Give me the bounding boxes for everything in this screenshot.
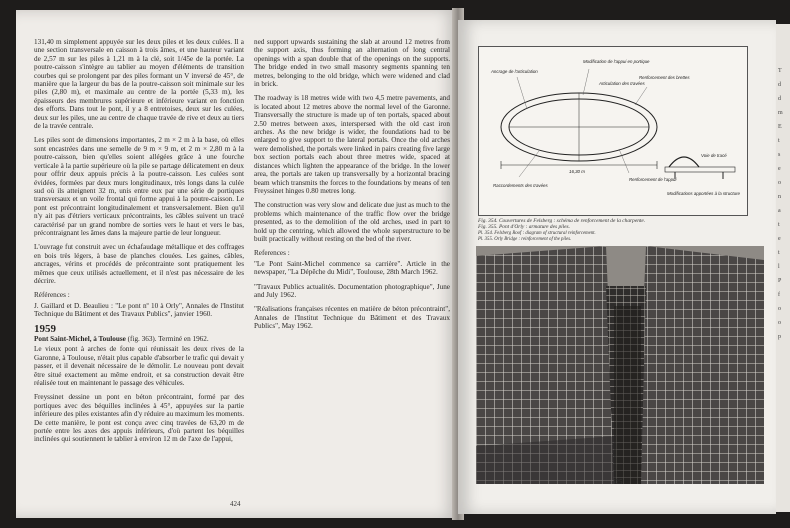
figure-captions — [478, 218, 752, 244]
edge-letter: T — [778, 68, 782, 74]
paragraph: Le vieux pont à arches de fonte qui réunissait les deux rives de la Garonne, à Toulouse, n'était plus capable d'absorber le trafic qui devait y passer, et il devenait nécessaire de le démolir. Le nouveau pont devait être situé exactement au même endroit, et sa construction devait être réalisée tout en maintenant le passage des véhicules. — [34, 345, 244, 388]
edge-letter: e — [778, 236, 781, 242]
edge-letter: f — [778, 292, 780, 298]
reinforcement-diagram — [479, 47, 747, 215]
page-number-right: 425 — [612, 478, 623, 486]
caption: Fig. 354. Couvertures de Felsberg : schéma de renforcement de la charpente. — [478, 218, 646, 224]
drawing-label: Renforcement des brettes — [639, 75, 690, 80]
section-heading-suffix: (fig. 363). Terminé en 1962. — [125, 335, 209, 343]
drawing-label: Renforcement de l'appui — [629, 177, 677, 182]
edge-letter: n — [778, 194, 781, 200]
paragraph: ned support upwards sustaining the slab at around 12 metres from the support axis, thus forming an alternation of long central openings with a span double that of the openings on the supports. The bridge ended in two small masonry segments spanning ten metres, belonging to the old bridge, which were widened and clad in brick. — [254, 38, 450, 89]
reference-item: "Travaux Publics actualités. Documentation photographique", June and July 1962. — [254, 282, 450, 299]
drawing-label: Ancrage de l'articulation — [491, 69, 538, 74]
section-heading-line — [34, 335, 244, 343]
drawing-dimension: 16,30 m — [569, 169, 585, 174]
paragraph: L'ouvrage fut construit avec un échafaudage métallique et des coffrages en bois très légers, à base de planches clouées. Les gaines, câbles, ancrages, vérins et procédés de précontrainte sont pratiquement les mêmes que ceux utilisés actuellement, et il n'est pas nécessaire de les décrire. — [34, 243, 244, 285]
edge-letter: P — [778, 278, 782, 284]
edge-letter: E — [778, 124, 782, 130]
edge-letter: d — [778, 96, 781, 102]
paragraph: Freyssinet dessine un pont en béton précontraint, formé par des portiques avec des béquilles inclinées à 45°, appuyées sur la partie inférieure des piles existantes afin d'y réduire au maximum les moments. De cette manière, le pont est conçu avec cinq travées de 63,20 m de portée entre les axes des appuis inférieurs, d'où partent les béquilles inclinées qui soutiennent le tablier à environ 12 m de l'axe de l'appui, — [34, 393, 244, 444]
edge-letter: l — [778, 264, 780, 270]
drawing-label: Raccordements des travées — [493, 183, 548, 188]
edge-letter: o — [778, 180, 781, 186]
reference-item: "Réalisations françaises récentes en matière de béton précontraint", Annales de l'Institut Technique du Bâtiment et des Travaux Publics", May 1962. — [254, 305, 450, 331]
edge-letter: m — [778, 110, 783, 116]
rebar-cage-image — [476, 246, 764, 484]
rebar-photograph — [476, 246, 764, 484]
edge-letter: o — [778, 320, 781, 326]
edge-letter: e — [778, 166, 781, 172]
edge-letter: s — [778, 152, 781, 158]
edge-letter: p — [778, 334, 781, 340]
paragraph: The construction was very slow and delicate due just as much to the problems which maintenance of the traffic flow over the bridge presented, as to the demolition of the old arches, used in part to hold up the centring, which allowed the whole superstructure to be built practically without resting on the bed of the river. — [254, 201, 450, 243]
reference-item: J. Gaillard et D. Beaulieu : "Le pont nº 10 à Orly", Annales de l'Institut Technique du Bâtiment et des Travaux Publics", janvier 1960. — [34, 301, 244, 319]
edge-letter: t — [778, 250, 780, 256]
drawing-label: Voie de tracé — [701, 153, 727, 158]
next-page-edge — [776, 24, 790, 512]
references-label: References : — [254, 249, 290, 258]
page-number-left: 424 — [230, 500, 241, 508]
paragraph: The roadway is 18 metres wide with two 4,5 metre pavements, and is located about 12 metres above the normal level of the Garonne. Transversally the structure is made up of ten portals, spaced about 2.50 metres between axes, interspersed with the old cast iron arches. As the new bridge is wider, the foundations had to be enlarged to give support to the lateral portals. Once the old arches were demolished, the portals were linked in pairs creating five large box section portals each about three metres wide, spaced at distances which lighten the appearance of the bridge. In the lower area, the portals are taken up transversally by a horizontal bracing beam which transmits the forces to the foundations by means of ten Freyssinet hinges 0.80 metres long. — [254, 94, 450, 195]
technical-drawing — [478, 46, 748, 216]
left-page — [16, 10, 458, 518]
edge-letter: t — [778, 222, 780, 228]
left-column-french — [34, 38, 244, 450]
edge-letters — [778, 64, 783, 344]
caption: Fig. 355. Pont d'Orly : armature des piles. — [478, 224, 570, 231]
edge-letter: a — [778, 208, 781, 214]
drawing-label: Modifications apportées à la structure — [667, 191, 740, 196]
drawing-label: Modification de l'appui en portique — [583, 59, 650, 64]
edge-letter: t — [778, 138, 780, 144]
references-label: Références : — [34, 291, 70, 300]
caption: Pl. 354. Felsberg Roof : diagram of structural reinforcement. — [478, 230, 596, 236]
drawing-label: Articulation des travées — [599, 81, 645, 86]
caption: Pl. 355. Orly Bridge : reinforcement of the piles. — [478, 237, 572, 243]
right-page — [458, 20, 776, 514]
paragraph: Les piles sont de dimensions importantes, 2 m × 2 m à la base, où elles sont encastrées dans une semelle de 9 m × 9 m, et 2 m × 2,80 m à la poutre-caisson, bien qu'elles soient allégées grâce à une fourche verticale à la partie supérieure où la pile se partage délicatement en deux pour offrir deux appuis précis à la poutre-caisson. Les culées sont évidées, formées par deux murs longitudinaux, très longs dans la culée sud où ils atteignent 32 m, unis entre eux par une série de portiques transversaux et un voile frontal qui forme appui à la poutre-caisson. Le pont est précontraint longitudinalement et transversalement. Bien qu'il n'y ait pas d'étriers verticaux précontraints, les câbles suivent un tracé caractérisé par un grand nombre de sorties vers le haut et vers le bas, précontraignant les âmes dans la majeure partie de leur longueur. — [34, 136, 244, 237]
left-column-english — [254, 38, 450, 337]
edge-letter: o — [778, 306, 781, 312]
reference-item: "Le Pont Saint-Michel commence sa carrière". Article in the newspaper, "La Dépêche du Midi", Toulouse, 28th March 1962. — [254, 259, 450, 277]
section-heading: Pont Saint-Michel, à Toulouse — [34, 335, 126, 343]
edge-letter: d — [778, 82, 781, 88]
paragraph: 131,40 m simplement appuyée sur les deux piles et les deux culées. Il a une section transversale en caisson à trois âmes, et une hauteur variant de 2,57 m sur les piles à 1,21 m à la clé, soit 1/45e de la portée. La poutre-caisson s'intègre au tablier au moyen d'éléments de transition courbes qui se prolongent par des piles formant un V inversé de 45°, de manière que la largeur du bas de la poutre-caisson soit minimale sur les piles (2,80 m), et maximale au centre de la portée (5,33 m), les épaisseurs des membrures supérieure et inférieure variant en fonction des efforts. Dans tout le pont, il y a 8 entretoises, deux sur les culées, deux sur les piles, une au centre de chaque travée de rive et deux au tiers de la travée centrale. — [34, 38, 244, 131]
year-heading: 1959 — [34, 322, 56, 335]
